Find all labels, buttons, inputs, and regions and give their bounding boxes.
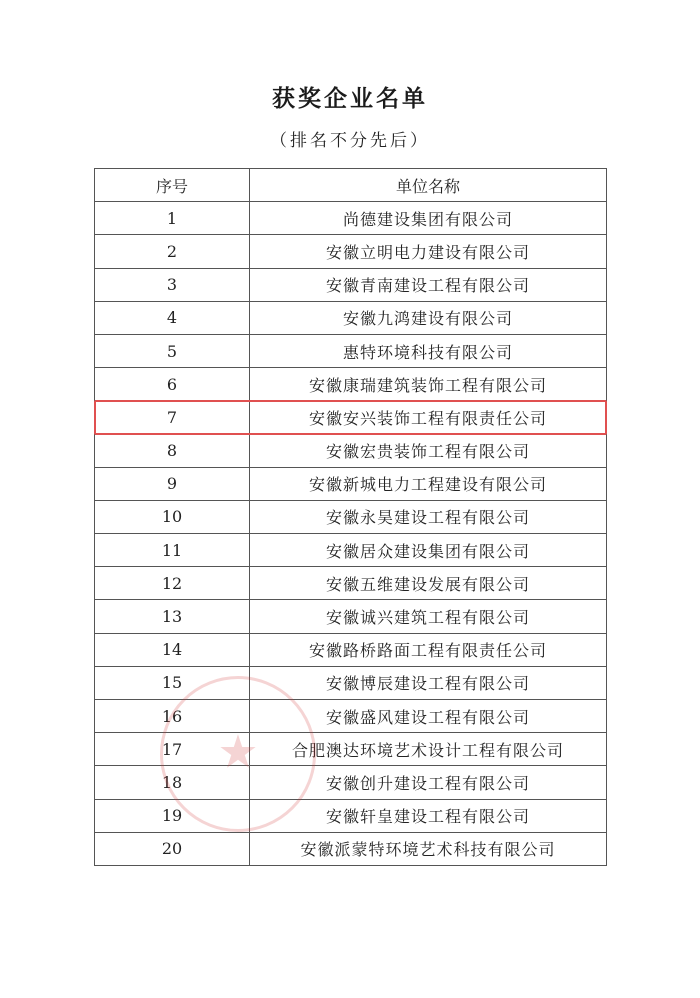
- column-header-number: 序号: [95, 169, 250, 202]
- table-row: [95, 401, 607, 434]
- row-number: 5: [95, 334, 250, 367]
- company-name: 合肥澳达环境艺术设计工程有限公司: [250, 733, 607, 766]
- table-row: [95, 700, 607, 733]
- table-row: [95, 500, 607, 533]
- table-row: [95, 202, 607, 235]
- table-row: [95, 799, 607, 832]
- company-name: 安徽居众建设集团有限公司: [250, 534, 607, 567]
- row-number: 1: [95, 202, 250, 235]
- table-row: [95, 766, 607, 799]
- row-number: 20: [95, 832, 250, 865]
- row-number: 17: [95, 733, 250, 766]
- company-name: 惠特环境科技有限公司: [250, 334, 607, 367]
- row-number: 6: [95, 368, 250, 401]
- company-name: 安徽永昊建设工程有限公司: [250, 500, 607, 533]
- company-name: 尚德建设集团有限公司: [250, 202, 607, 235]
- row-number: 11: [95, 534, 250, 567]
- row-number: 10: [95, 500, 250, 533]
- company-name: 安徽路桥路面工程有限责任公司: [250, 633, 607, 666]
- row-number: 18: [95, 766, 250, 799]
- column-header-company: 单位名称: [250, 169, 607, 202]
- company-name: 安徽立明电力建设有限公司: [250, 235, 607, 268]
- table-row: [95, 467, 607, 500]
- row-number: 8: [95, 434, 250, 467]
- table-row: [95, 567, 607, 600]
- row-number: 19: [95, 799, 250, 832]
- company-name: 安徽新城电力工程建设有限公司: [250, 467, 607, 500]
- row-number: 2: [95, 235, 250, 268]
- row-number: 9: [95, 467, 250, 500]
- company-name: 安徽创升建设工程有限公司: [250, 766, 607, 799]
- row-number: 15: [95, 666, 250, 699]
- row-number: 7: [95, 401, 250, 434]
- page-title: 获奖企业名单: [272, 85, 428, 112]
- row-number: 3: [95, 268, 250, 301]
- company-name: 安徽博辰建设工程有限公司: [250, 666, 607, 699]
- company-name: 安徽五维建设发展有限公司: [250, 567, 607, 600]
- table-row: [95, 832, 607, 865]
- company-name: 安徽盛风建设工程有限公司: [250, 700, 607, 733]
- company-name: 安徽宏贵装饰工程有限公司: [250, 434, 607, 467]
- table-row: [95, 666, 607, 699]
- table-row: [95, 733, 607, 766]
- page-subtitle: （排名不分先后）: [270, 131, 430, 151]
- row-number: 13: [95, 600, 250, 633]
- table-row: [95, 434, 607, 467]
- table-row: [95, 235, 607, 268]
- star-icon: ★: [217, 724, 259, 779]
- table-row: [95, 633, 607, 666]
- company-name: 安徽诚兴建筑工程有限公司: [250, 600, 607, 633]
- table-row: [95, 368, 607, 401]
- row-number: 16: [95, 700, 250, 733]
- table-row: [95, 334, 607, 367]
- row-number: 4: [95, 301, 250, 334]
- table-row: [95, 301, 607, 334]
- table-header-row: [95, 169, 607, 202]
- company-name: 安徽派蒙特环境艺术科技有限公司: [250, 832, 607, 865]
- table-row: [95, 268, 607, 301]
- company-name: 安徽青南建设工程有限公司: [250, 268, 607, 301]
- company-name: 安徽康瑞建筑装饰工程有限公司: [250, 368, 607, 401]
- table-row: [95, 534, 607, 567]
- company-name: 安徽九鸿建设有限公司: [250, 301, 607, 334]
- row-number: 12: [95, 567, 250, 600]
- company-name: 安徽安兴装饰工程有限责任公司: [250, 401, 607, 434]
- company-name: 安徽轩皇建设工程有限公司: [250, 799, 607, 832]
- table-row: [95, 600, 607, 633]
- row-number: 14: [95, 633, 250, 666]
- award-list-table: [94, 168, 607, 866]
